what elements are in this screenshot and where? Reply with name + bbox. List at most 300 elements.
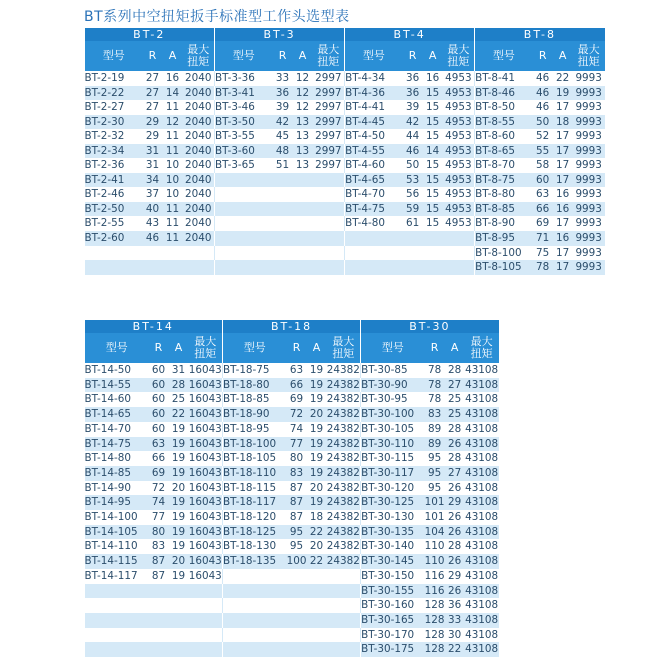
cell-torque: 43108 (465, 378, 499, 391)
cell-model: BT-8-55 (475, 115, 533, 130)
cell-model: BT-18-75 (223, 363, 287, 378)
cell-model: BT-30-95 (361, 392, 425, 407)
cell-a: 15 (423, 158, 443, 173)
cell-a: 16 (553, 187, 573, 202)
cell-a: 16 (163, 71, 183, 86)
cell-r: 36 (273, 86, 293, 101)
cell-a: 13 (293, 129, 313, 144)
cell-model: BT-30-90 (361, 378, 425, 393)
cell-r: 78 (533, 260, 553, 275)
cell-torque: 9993 (573, 100, 605, 115)
cell-r: 80 (287, 451, 307, 466)
col-header-torque (465, 333, 499, 363)
col-header-a: A (293, 41, 313, 71)
cell-torque (313, 187, 345, 202)
cell-model: BT-8-95 (475, 231, 533, 246)
cell-a (293, 216, 313, 231)
cell-torque: 24382 (326, 452, 360, 465)
cell-r: 128 (424, 643, 445, 656)
cell-a (293, 231, 313, 246)
cell-torque: 2040 (183, 187, 215, 202)
cell-model (223, 569, 287, 584)
cell-torque: 24382 (326, 378, 360, 391)
cell-torque: 9993 (573, 86, 605, 101)
cell-r: 60 (149, 378, 169, 393)
cell-torque: 24382 (326, 466, 360, 479)
cell-model: BT-18-130 (223, 539, 287, 554)
cell-model: BT-14-80 (85, 451, 149, 466)
cell-r: 60 (149, 392, 169, 407)
cell-model: BT-3-50 (215, 115, 273, 130)
cell-a: 14 (163, 86, 183, 101)
cell-model: BT-8-75 (475, 173, 533, 188)
cell-a (307, 613, 327, 628)
cell-torque: 2040 (183, 115, 215, 130)
cell-torque (183, 246, 215, 261)
cell-model: BT-8-46 (475, 86, 533, 101)
cell-torque: 2040 (183, 86, 215, 101)
cell-model (215, 173, 273, 188)
group-header: BT-3 (215, 28, 345, 41)
cell-a (293, 187, 313, 202)
cell-model (345, 260, 403, 275)
cell-a: 11 (163, 144, 183, 159)
table-row (85, 613, 499, 628)
cell-a: 22 (445, 642, 465, 657)
cell-r: 87 (287, 481, 307, 496)
cell-torque (313, 216, 345, 231)
cell-a (423, 246, 443, 261)
cell-r: 58 (533, 158, 553, 173)
cell-r: 83 (425, 407, 445, 422)
cell-r: 116 (424, 584, 445, 597)
cell-r: 128 (424, 613, 445, 626)
cell-torque: 24382 (326, 422, 360, 435)
cell-torque: 2040 (183, 129, 215, 144)
col-header-torque-line1: 最大 (187, 43, 210, 56)
cell-a: 20 (169, 481, 189, 496)
cell-torque: 2040 (183, 100, 215, 115)
spec-table-2 (84, 320, 499, 657)
cell-r: 100 (286, 555, 307, 568)
table-row (85, 628, 499, 643)
table-row (85, 554, 499, 569)
cell-r: 87 (149, 569, 169, 584)
cell-torque: 16043 (188, 364, 222, 376)
cell-r: 33 (273, 71, 293, 86)
cell-torque: 16043 (188, 496, 222, 509)
cell-r: 60 (149, 422, 169, 437)
cell-a: 20 (307, 481, 327, 496)
cell-a: 11 (163, 202, 183, 217)
table-row (85, 216, 605, 231)
col-header-a: A (307, 333, 327, 363)
cell-torque: 4953 (443, 129, 475, 144)
cell-model: BT-2-32 (85, 129, 143, 144)
col-header-model: 型号 (345, 41, 403, 71)
cell-model: BT-4-60 (345, 158, 403, 173)
cell-a: 27 (445, 466, 465, 481)
cell-torque: 24382 (326, 408, 360, 421)
col-header-r: R (425, 333, 445, 363)
cell-torque (313, 260, 345, 275)
col-header-r: R (533, 41, 553, 71)
cell-torque (327, 584, 361, 599)
cell-torque: 9993 (573, 231, 605, 246)
cell-r (149, 584, 169, 599)
cell-r: 72 (149, 481, 169, 496)
cell-r (149, 598, 169, 613)
cell-model (85, 598, 149, 613)
cell-r (273, 202, 293, 217)
cell-model: BT-14-115 (85, 554, 149, 569)
cell-a: 19 (169, 466, 189, 481)
table-row (85, 466, 499, 481)
table-row (85, 422, 499, 437)
cell-a: 19 (553, 86, 573, 101)
col-header-model: 型号 (85, 41, 143, 71)
cell-r: 46 (533, 86, 553, 101)
cell-model: BT-30-110 (361, 437, 425, 452)
table-row (85, 598, 499, 613)
cell-model (215, 246, 273, 261)
cell-torque (443, 260, 475, 275)
cell-r (273, 216, 293, 231)
cell-torque: 9993 (573, 115, 605, 130)
cell-torque: 43108 (465, 481, 499, 494)
cell-r (149, 628, 169, 643)
cell-r: 78 (425, 363, 445, 378)
cell-r: 27 (143, 71, 163, 86)
col-header-model: 型号 (215, 41, 273, 71)
cell-model: BT-30-120 (361, 481, 425, 496)
cell-a (293, 202, 313, 217)
cell-torque: 43108 (465, 525, 499, 538)
cell-a: 18 (307, 510, 327, 525)
cell-model: BT-2-27 (85, 100, 143, 115)
cell-a: 19 (169, 437, 189, 452)
group-header: BT-18 (223, 320, 361, 333)
cell-r: 95 (425, 481, 445, 496)
col-header-torque-line1: 最大 (332, 335, 355, 348)
cell-torque: 2040 (183, 158, 215, 173)
table-row (85, 378, 499, 393)
cell-model: BT-2-30 (85, 115, 143, 130)
cell-model: BT-18-85 (223, 392, 287, 407)
cell-a: 16 (553, 202, 573, 217)
cell-torque (189, 642, 223, 657)
col-header-torque-line1: 最大 (194, 335, 217, 348)
col-header-model: 型号 (475, 41, 533, 71)
cell-model (215, 187, 273, 202)
cell-a (423, 260, 443, 275)
table-row (85, 115, 605, 130)
cell-torque: 16043 (188, 408, 222, 421)
cell-r: 78 (425, 392, 445, 407)
cell-a: 22 (307, 554, 327, 569)
cell-torque: 4953 (443, 86, 475, 101)
table-row (85, 363, 499, 378)
cell-model: BT-2-36 (85, 158, 143, 173)
cell-model: BT-30-117 (361, 466, 425, 481)
cell-r: 42 (403, 115, 423, 130)
cell-torque: 9993 (573, 71, 605, 86)
cell-model: BT-18-105 (223, 451, 287, 466)
cell-a (169, 613, 189, 628)
cell-r: 63 (287, 363, 307, 378)
col-header-torque (183, 41, 215, 71)
cell-model: BT-30-160 (361, 598, 425, 613)
cell-torque: 9993 (573, 246, 605, 261)
cell-torque (189, 628, 223, 643)
cell-torque: 2040 (183, 71, 215, 86)
cell-model: BT-3-41 (215, 86, 273, 101)
cell-model: BT-14-60 (85, 392, 149, 407)
cell-model: BT-8-70 (475, 158, 533, 173)
cell-a: 11 (163, 231, 183, 246)
cell-model: BT-30-135 (361, 525, 425, 540)
cell-model: BT-30-155 (361, 584, 425, 599)
cell-model: BT-4-36 (345, 86, 403, 101)
cell-torque: 43108 (465, 540, 499, 553)
col-header-torque-line2: 扭矩 (470, 347, 493, 360)
cell-torque: 24382 (326, 393, 360, 406)
cell-a (307, 598, 327, 613)
cell-torque: 16043 (188, 481, 222, 494)
cell-a: 25 (445, 407, 465, 422)
col-header-a: A (553, 41, 573, 71)
col-header-model: 型号 (85, 333, 149, 363)
table-row (85, 569, 499, 584)
cell-torque (443, 246, 475, 261)
cell-r: 53 (403, 173, 423, 188)
cell-r: 110 (424, 555, 445, 568)
cell-r: 75 (533, 246, 553, 261)
cell-model: BT-2-50 (85, 202, 143, 217)
cell-r: 60 (149, 363, 169, 378)
cell-torque: 4953 (443, 202, 475, 217)
cell-a: 29 (445, 569, 465, 584)
cell-a: 11 (163, 129, 183, 144)
cell-model: BT-30-115 (361, 451, 425, 466)
cell-torque (327, 598, 361, 613)
cell-r (403, 260, 423, 275)
col-header-r: R (273, 41, 293, 71)
cell-torque: 2040 (183, 216, 215, 231)
cell-r: 66 (533, 202, 553, 217)
cell-model: BT-18-110 (223, 466, 287, 481)
cell-a: 10 (163, 187, 183, 202)
cell-r (287, 598, 307, 613)
cell-a: 22 (307, 525, 327, 540)
cell-torque: 16043 (188, 540, 222, 553)
group-header: BT-14 (85, 320, 223, 333)
cell-a: 15 (423, 216, 443, 231)
cell-a: 13 (293, 158, 313, 173)
cell-model: BT-18-95 (223, 422, 287, 437)
cell-model: BT-8-80 (475, 187, 533, 202)
cell-model: BT-8-60 (475, 129, 533, 144)
group-header: BT-30 (361, 320, 499, 333)
cell-a: 15 (423, 187, 443, 202)
col-header-torque-line1: 最大 (447, 43, 470, 56)
cell-r: 95 (287, 525, 307, 540)
cell-model (85, 642, 149, 657)
cell-a: 17 (553, 216, 573, 231)
cell-model: BT-18-125 (223, 525, 287, 540)
cell-torque: 16043 (188, 393, 222, 406)
cell-a: 19 (169, 495, 189, 510)
cell-r: 71 (533, 231, 553, 246)
cell-torque: 2997 (313, 100, 345, 115)
cell-a (293, 260, 313, 275)
table-row (85, 173, 605, 188)
cell-r: 69 (149, 466, 169, 481)
cell-r: 78 (425, 378, 445, 393)
cell-r: 77 (287, 437, 307, 452)
cell-r: 87 (287, 495, 307, 510)
cell-model: BT-14-85 (85, 466, 149, 481)
cell-r: 83 (287, 466, 307, 481)
table-row (85, 246, 605, 261)
cell-model: BT-3-46 (215, 100, 273, 115)
cell-torque: 2040 (183, 231, 215, 246)
cell-a: 29 (445, 495, 465, 510)
cell-a: 17 (553, 100, 573, 115)
cell-torque: 43108 (465, 408, 499, 421)
col-header-r: R (403, 41, 423, 71)
cell-a: 15 (423, 129, 443, 144)
table-row (85, 407, 499, 422)
cell-model (223, 598, 287, 613)
cell-a: 16 (423, 71, 443, 86)
cell-a (169, 628, 189, 643)
cell-a: 36 (445, 598, 465, 613)
cell-r: 128 (424, 599, 445, 612)
cell-a: 15 (423, 115, 443, 130)
cell-torque: 16043 (188, 452, 222, 465)
cell-torque: 43108 (465, 555, 499, 568)
cell-a: 28 (169, 378, 189, 393)
cell-model: BT-30-145 (361, 554, 425, 569)
cell-torque: 24382 (326, 555, 360, 568)
cell-model (215, 216, 273, 231)
cell-model: BT-14-65 (85, 407, 149, 422)
col-header-torque (189, 333, 223, 363)
cell-r: 87 (149, 554, 169, 569)
table-row (85, 144, 605, 159)
cell-torque: 43108 (465, 613, 499, 626)
cell-torque: 43108 (465, 422, 499, 435)
cell-torque: 24382 (326, 437, 360, 450)
cell-r: 46 (533, 71, 553, 86)
cell-model: BT-14-70 (85, 422, 149, 437)
cell-a (293, 173, 313, 188)
col-header-torque-line1: 最大 (317, 43, 340, 56)
cell-r (287, 628, 307, 643)
cell-torque: 43108 (465, 599, 499, 612)
col-header-a: A (423, 41, 443, 71)
cell-a: 30 (445, 628, 465, 643)
cell-a: 19 (169, 510, 189, 525)
table-row (85, 539, 499, 554)
cell-torque: 2997 (313, 71, 345, 86)
cell-a: 26 (445, 481, 465, 496)
cell-torque: 43108 (465, 466, 499, 479)
cell-torque: 4953 (443, 115, 475, 130)
cell-a: 14 (423, 144, 443, 159)
cell-a: 26 (445, 510, 465, 525)
cell-r: 42 (273, 115, 293, 130)
cell-model (85, 628, 149, 643)
cell-r: 34 (143, 173, 163, 188)
cell-torque: 16043 (188, 466, 222, 479)
cell-a: 20 (307, 407, 327, 422)
table-row (85, 86, 605, 101)
cell-r: 110 (424, 540, 445, 553)
cell-a: 19 (307, 437, 327, 452)
cell-r (149, 642, 169, 657)
cell-r: 37 (143, 187, 163, 202)
cell-a (307, 628, 327, 643)
cell-torque: 4953 (443, 144, 475, 159)
cell-torque: 2997 (313, 158, 345, 173)
cell-model: BT-30-85 (361, 363, 425, 378)
cell-r: 45 (273, 129, 293, 144)
cell-a: 12 (293, 86, 313, 101)
cell-torque: 9993 (573, 129, 605, 144)
group-header: BT-8 (475, 28, 605, 41)
cell-torque: 43108 (465, 511, 499, 524)
cell-r (403, 246, 423, 261)
cell-a: 26 (445, 584, 465, 599)
col-header-r: R (149, 333, 169, 363)
cell-r: 61 (403, 216, 423, 231)
cell-r: 77 (149, 510, 169, 525)
cell-a: 19 (169, 539, 189, 554)
cell-model: BT-4-75 (345, 202, 403, 217)
cell-torque: 43108 (465, 584, 499, 597)
cell-model (85, 246, 143, 261)
cell-r (273, 187, 293, 202)
col-header-torque-line1: 最大 (470, 335, 493, 348)
cell-r: 74 (149, 495, 169, 510)
cell-r: 39 (273, 100, 293, 115)
cell-model: BT-14-95 (85, 495, 149, 510)
cell-torque (313, 173, 345, 188)
cell-torque: 4953 (443, 216, 475, 231)
cell-torque (313, 231, 345, 246)
cell-model: BT-14-75 (85, 437, 149, 452)
group-header: BT-2 (85, 28, 215, 41)
table-row (85, 584, 499, 599)
cell-torque: 16043 (188, 525, 222, 538)
col-header-torque (327, 333, 361, 363)
cell-r: 128 (424, 628, 445, 641)
cell-r: 89 (425, 422, 445, 437)
cell-torque: 2040 (183, 173, 215, 188)
cell-r: 101 (424, 496, 445, 509)
cell-model: BT-30-170 (361, 628, 425, 643)
cell-r: 29 (143, 115, 163, 130)
cell-r (273, 231, 293, 246)
cell-model: BT-30-105 (361, 422, 425, 437)
cell-r: 101 (424, 511, 445, 524)
col-header-r: R (287, 333, 307, 363)
cell-torque: 2040 (183, 144, 215, 159)
cell-torque: 16043 (188, 555, 222, 568)
page-title: BT系列中空扭矩扳手标准型工作头选型表 (84, 9, 350, 25)
